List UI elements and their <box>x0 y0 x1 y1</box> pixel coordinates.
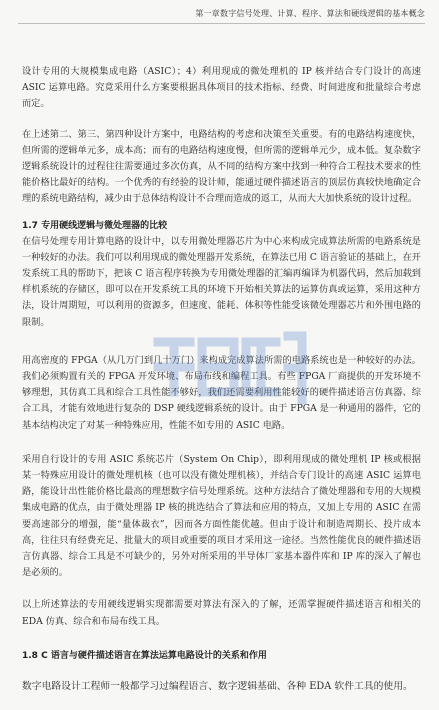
paragraph-engineers: 数字电路设计工程师一般都学习过编程语言、数字逻辑基础、各种 EDA 软件工具的使用。 <box>22 680 413 692</box>
paragraph-circuit-structure: 在上述第二、第三、第四种设计方案中，电路结构的考虑和决策至关重要。有的电路结构速度快，但所需的逻辑单元多，成本高；而有的电路结构速度慢，但所需的逻辑单元少，成本低。复杂数字逻辑系统设计的过程往往需要通过多次仿真，从不同的结构方案中找到一种符合工程技术要求的性能价格比最好的结构。一个优秀的有经验的设计师，能通过硬件描述语言的顶层仿真较快地确定合理的系统电路结构，减少由于总体结构设计不合理而造成的返工，从而大大加快系统的设计过程。 <box>22 128 421 205</box>
page-body <box>22 64 421 695</box>
section-heading-1-8: 1.8 C 语言与硬件描述语言在算法运算电路设计的关系和作用 <box>22 650 267 661</box>
paragraph-soc-asic: 采用自行设计的专用 ASIC 系统芯片（System On Chip），即利用现成的微处理机 IP 核或根据某一特殊应用设计的微处理机核（也可以没有微处理机核），并结合专门设计的高速 ASIC 运算电路，能设计出性能价格比最高的理想数字信号处理系统。这种方法结合了微处理器和专用的大规模集成电路的优点，由于微处理器 IP 核的挑选结合了算法和应用的特点，又加上专用的 ASIC 在需要高速部分的增强，能“量体裁衣”，因而各方面性能优越。但由于设计和制造周期长、投片成本高，往往只有经费充足、批量大的项目或重要的项目才采用这一途径。当然性能优良的硬件描述语言仿真器、综合工具是不可缺少的，另外对所采用的半导体厂家基本器件库和 IP 库的深入了解也是必须的。 <box>22 453 421 579</box>
paragraph-fpga: 用高密度的 FPGA（从几万门到几十万门）来构成完成算法所需的电路系统也是一种较好的办法。我们必须购置有关的 FPGA 开发环境、布局布线和编程工具。有些 FPGA 厂商提供的开发环境不够理想，其仿真工具和综合工具性能不够好，我们还需要利用性能较好的硬件描述语言仿真器、综合工具，才能有效地进行复杂的 DSP 硬线逻辑系统的设计。由于 FPGA 是一种通用的器件，它的基本结构决定了对某一种特殊应用，性能不如专用的 ASIC 电路。 <box>22 354 421 431</box>
running-header: 第一章数字信号处理、计算、程序、算法和硬线逻辑的基本概念 <box>18 8 425 24</box>
paragraph-microprocessor: 在信号处理专用计算电路的设计中，以专用微处理器芯片为中心来构成完成算法所需的电路系统是一种较好的办法。我们可以利用现成的微处理器开发系统，在算法已用 C 语言验证的基础上，在开发系统工具的帮助下，把该 C 语言程序转换为专用微处理器的汇编再编译为机器代码，然后加载到样机系统的存储区，即可以在开发系统工具的环境下开始相关算法的运算仿真或运算，采用这种方法，设计周期短，可以利用的资源多，但速度、能耗、体积等性能受该微处理器芯片和外围电路的限制。 <box>22 235 421 328</box>
paragraph-asic-options: 设计专用的大规模集成电路（ASIC）；4）利用现成的微处理机的 IP 核并结合专门设计的高速 ASIC 运算电路。究竟采用什么方案要根据具体项目的技术指标、经费、时间进度和批量综合考虑而定。 <box>22 66 421 110</box>
paragraph-summary: 以上所述算法的专用硬线逻辑实现都需要对算法有深入的了解，还需掌握硬件描述语言和相关的 EDA 仿真、综合和布局布线工具。 <box>22 599 421 627</box>
section-heading-1-7: 1.7 专用硬线逻辑与微处理器的比较 <box>22 220 168 231</box>
